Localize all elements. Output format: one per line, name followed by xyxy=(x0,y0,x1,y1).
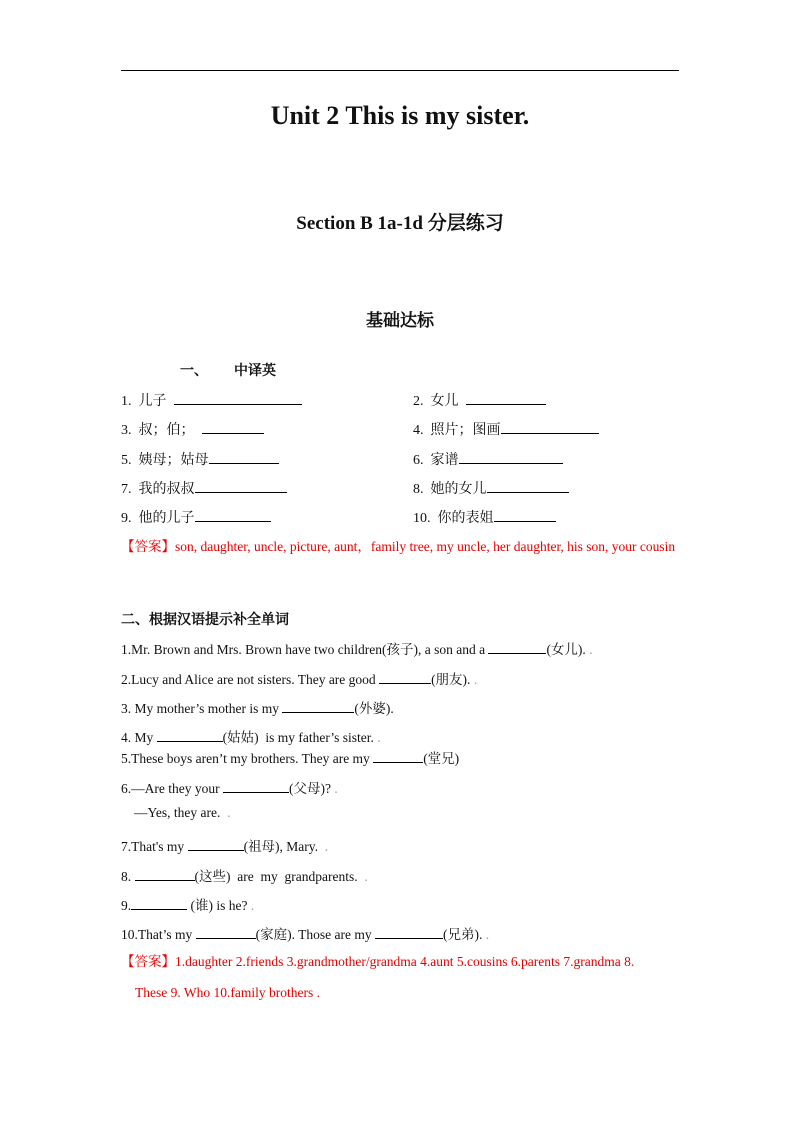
part2-answer xyxy=(121,946,686,1008)
answer-blank[interactable] xyxy=(131,895,187,910)
question-6-reply: —Yes, they are. . xyxy=(134,805,231,820)
question-1: 1.Mr. Brown and Mrs. Brown have two children(孩子), a son and a (女儿). . xyxy=(121,638,593,658)
answer-blank[interactable] xyxy=(195,507,271,522)
vocab-item-6: 6. 家谱 xyxy=(413,449,563,469)
answer-blank[interactable] xyxy=(209,449,279,464)
answer-blank[interactable] xyxy=(373,748,423,763)
page-title: Unit 2 This is my sister. xyxy=(270,101,530,130)
answer-blank[interactable] xyxy=(196,924,256,939)
answer-blank[interactable] xyxy=(494,507,556,522)
answer-blank[interactable] xyxy=(282,698,354,713)
question-4: 4. My (姑姑) is my father’s sister. . xyxy=(121,726,381,746)
answer-blank[interactable] xyxy=(487,478,569,493)
vocab-item-3: 3. 叔；伯； xyxy=(121,419,264,439)
question-3: 3. My mother’s mother is my (外婆). xyxy=(121,697,394,717)
answer-blank[interactable] xyxy=(195,478,287,493)
answer-blank[interactable] xyxy=(174,390,302,405)
answer-blank[interactable] xyxy=(501,419,599,434)
answer-blank[interactable] xyxy=(466,390,546,405)
part2-heading: 二、根据汉语提示补全单词 xyxy=(121,612,289,628)
question-7: 7.That's my (祖母), Mary. . xyxy=(121,835,328,855)
vocab-item-10: 10. 你的表姐 xyxy=(413,507,556,527)
part1-heading xyxy=(180,360,276,380)
question-2: 2.Lucy and Alice are not sisters. They are good (朋友). . xyxy=(121,668,477,688)
answer-blank[interactable] xyxy=(157,727,223,742)
question-5: 5.These boys aren’t my brothers. They are my (堂兄) xyxy=(121,747,459,767)
answer-blank[interactable] xyxy=(202,419,264,434)
section-subtitle: Section B 1a-1d 分层练习 xyxy=(296,213,504,234)
answer-blank[interactable] xyxy=(375,924,443,939)
vocab-item-2: 2. 女儿 xyxy=(413,390,546,410)
question-9: 9. (谁) is he? . xyxy=(121,894,254,914)
answer-tag: 【答案】 xyxy=(121,539,175,554)
question-6: 6.—Are they your (父母)? . xyxy=(121,777,338,797)
vocab-item-7: 7. 我的叔叔 xyxy=(121,478,287,498)
answer-blank[interactable] xyxy=(223,778,289,793)
vocab-item-4: 4. 照片；图画 xyxy=(413,419,599,439)
vocab-item-9: 9. 他的儿子 xyxy=(121,507,271,527)
header-rule xyxy=(121,70,679,71)
answer-blank[interactable] xyxy=(488,639,546,654)
vocab-item-1: 1. 儿子 xyxy=(121,390,302,410)
part1-title: 中译英 xyxy=(234,363,276,379)
part1-answer xyxy=(121,536,681,557)
vocab-item-8: 8. 她的女儿 xyxy=(413,478,569,498)
answer-line-2: These 9. Who 10.family brothers . xyxy=(135,985,320,1000)
vocab-item-5: 5. 姨母；姑母 xyxy=(121,449,279,469)
question-10: 10.That’s my (家庭). Those are my (兄弟). . xyxy=(121,923,489,943)
answer-blank[interactable] xyxy=(135,866,195,881)
answer-blank[interactable] xyxy=(188,836,244,851)
answer-blank[interactable] xyxy=(379,669,431,684)
answer-text: son, daughter, uncle, picture, aunt，family tree, my uncle, her daughter, his son, your cousin xyxy=(175,539,676,554)
level-heading: 基础达标 xyxy=(366,311,434,331)
part1-number: 一、 xyxy=(180,363,208,379)
question-8: 8. (这些) are my grandparents. . xyxy=(121,865,368,885)
answer-blank[interactable] xyxy=(459,449,563,464)
answer-line-1: 【答案】1.daughter 2.friends 3.grandmother/grandma 4.aunt 5.cousins 6.parents 7.grandma 8. xyxy=(121,954,635,969)
answer-tag: 【答案】 xyxy=(121,954,175,969)
